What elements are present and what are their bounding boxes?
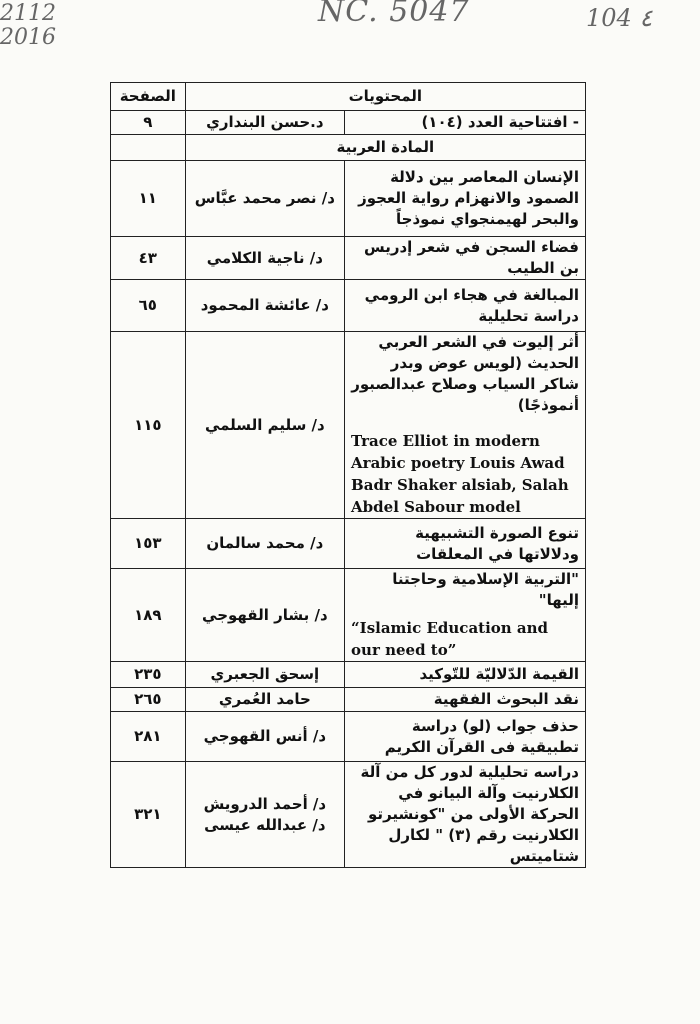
row-page: ٤٣ (111, 237, 186, 280)
row-title: الإنسان المعاصر بين دلالة الصمود والانهزام رواية العجوز والبحر لهيمنجواي نموذجاً (345, 161, 586, 237)
row-title: تنوع الصورة التشبيهية ودلالاتها في المعلقات (345, 519, 586, 569)
handwritten-note-top-left: 2112 2016 (0, 1, 56, 50)
table-row (111, 237, 586, 280)
section-title: المادة العربية (185, 135, 585, 161)
row-author: إسحق الجعبري (185, 662, 344, 688)
table-row (111, 662, 586, 688)
handwritten-reference-number: NC. 5047 (318, 0, 470, 29)
section-row (111, 135, 586, 161)
header-contents: المحتويات (185, 83, 585, 111)
table-row (111, 762, 586, 868)
header-page: الصفحة (111, 83, 186, 111)
row-author: د/ ناجية الكلامي (185, 237, 344, 280)
row-title: - افتتاحية العدد (١٠٤) (345, 111, 586, 135)
row-author: د.حسن البنداري (185, 111, 344, 135)
row-title: دراسه تحليلية لدور كل من آلة الكلارنيت وآلة البيانو في الحركة الأولى من "كونشيرتو الكلارنيت رقم (٣) " لكارل شتاميتس (345, 762, 586, 868)
table-header-row (111, 83, 586, 111)
row-title-cell (345, 569, 586, 662)
table-row (111, 332, 586, 519)
row-page: ٢٣٥ (111, 662, 186, 688)
row-page: ٩ (111, 111, 186, 135)
row-author: حامد العُمري (185, 688, 344, 712)
row-title: فضاء السجن في شعر إدريس بن الطيب (345, 237, 586, 280)
row-author: د/ سليم السلمي (185, 332, 344, 519)
row-author: د/ أحمد الدرويش د/ عبدالله عيسى (185, 762, 344, 868)
table-row (111, 688, 586, 712)
row-title: القيمة الدّلاليّة للتّوكيد (345, 662, 586, 688)
row-page: ٦٥ (111, 280, 186, 332)
row-page: ١١٥ (111, 332, 186, 519)
row-page: ٣٢١ (111, 762, 186, 868)
row-title: "التربية الإسلامية وحاجتنا إليها" (392, 570, 579, 609)
table-row (111, 111, 586, 135)
row-title: أثر إليوت في الشعر العربي الحديث (لويس عوض وبدر شاكر السياب وصلاح عبدالصبور أنموذجًا) (351, 333, 579, 414)
row-title-english: Trace Elliot in modern Arabic poetry Louis Awad Badr Shaker alsiab, Salah Abdel Sabour model (351, 432, 569, 516)
table-row (111, 569, 586, 662)
contents-table (110, 82, 586, 868)
row-title-english: “Islamic Education and our need to” (351, 619, 549, 659)
row-page: ٢٨١ (111, 712, 186, 762)
row-title: المبالغة في هجاء ابن الرومي دراسة تحليلية (345, 280, 586, 332)
table-row (111, 712, 586, 762)
row-title: حذف جواب (لو) دراسة تطبيقية فى القرآن الكريم (345, 712, 586, 762)
handwritten-page-number: 104 ٤ (586, 4, 653, 32)
table-row (111, 161, 586, 237)
row-page: ١٥٣ (111, 519, 186, 569)
row-author: د/ نصر محمد عبَّاس (185, 161, 344, 237)
row-author: د/ عائشة المحمود (185, 280, 344, 332)
row-author: د/ محمد سالمان (185, 519, 344, 569)
table-row (111, 519, 586, 569)
row-page: ٢٦٥ (111, 688, 186, 712)
row-page: ١١ (111, 161, 186, 237)
row-page-empty (111, 135, 186, 161)
row-title: نقد البحوث الفقهية (345, 688, 586, 712)
row-page: ١٨٩ (111, 569, 186, 662)
row-author: د/ أنس القهوجي (185, 712, 344, 762)
row-title-cell (345, 332, 586, 519)
row-author: د/ بشار القهوجي (185, 569, 344, 662)
table-row (111, 280, 586, 332)
